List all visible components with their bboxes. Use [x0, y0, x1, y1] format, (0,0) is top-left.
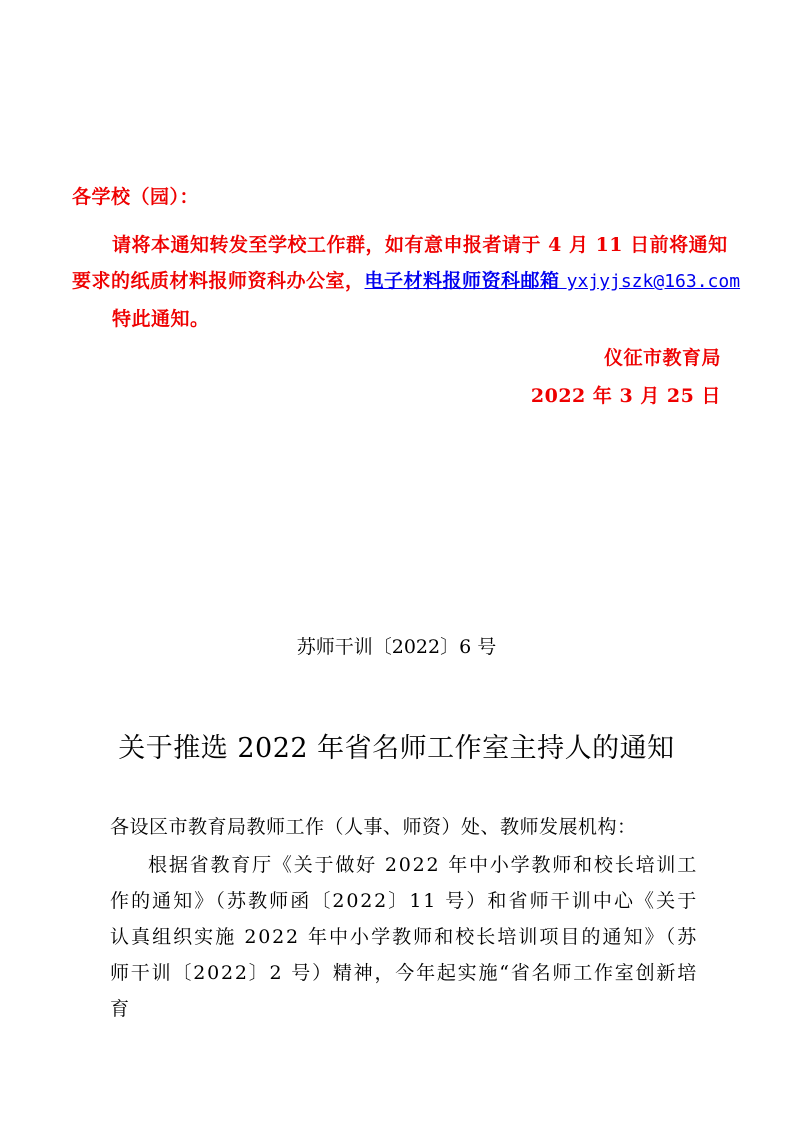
note-closing: 特此通知。	[112, 308, 210, 330]
note-salutation: 各学校（园）：	[72, 186, 200, 208]
note-issuer: 仪征市教育局	[603, 347, 721, 369]
email-label[interactable]: 电子材料报师资科邮箱	[364, 270, 560, 292]
note-instruction-prefix: 要求的纸质材料报师资科办公室，	[72, 270, 365, 292]
document-recipients: 各设区市教育局教师工作（人事、师资）处、教师发展机构：	[110, 816, 637, 838]
document-number: 苏师干训〔2022〕6 号	[296, 636, 497, 658]
email-link[interactable]	[365, 270, 741, 292]
note-instruction-line2	[72, 266, 740, 293]
document-title: 关于推选 2022 年省名师工作室主持人的通知	[118, 733, 675, 764]
document-body-paragraph: 根据省教育厅《关于做好 2022 年中小学教师和校长培训工作的通知》（苏教师函〔2022〕11 号）和省师干训中心《关于认真组织实施 2022 年中小学教师和校长培训项目的通知》（苏师干训〔2022〕2 号）精神，今年起实施“省名师工作室创新培育	[110, 854, 698, 1020]
note-date: 2022 年 3 月 25 日	[530, 385, 721, 407]
note-instruction-line1: 请将本通知转发至学校工作群，如有意申报者请于 4 月 11 日前将通知	[112, 234, 728, 256]
email-address[interactable]: yxjyjszk@163.com	[566, 271, 741, 292]
